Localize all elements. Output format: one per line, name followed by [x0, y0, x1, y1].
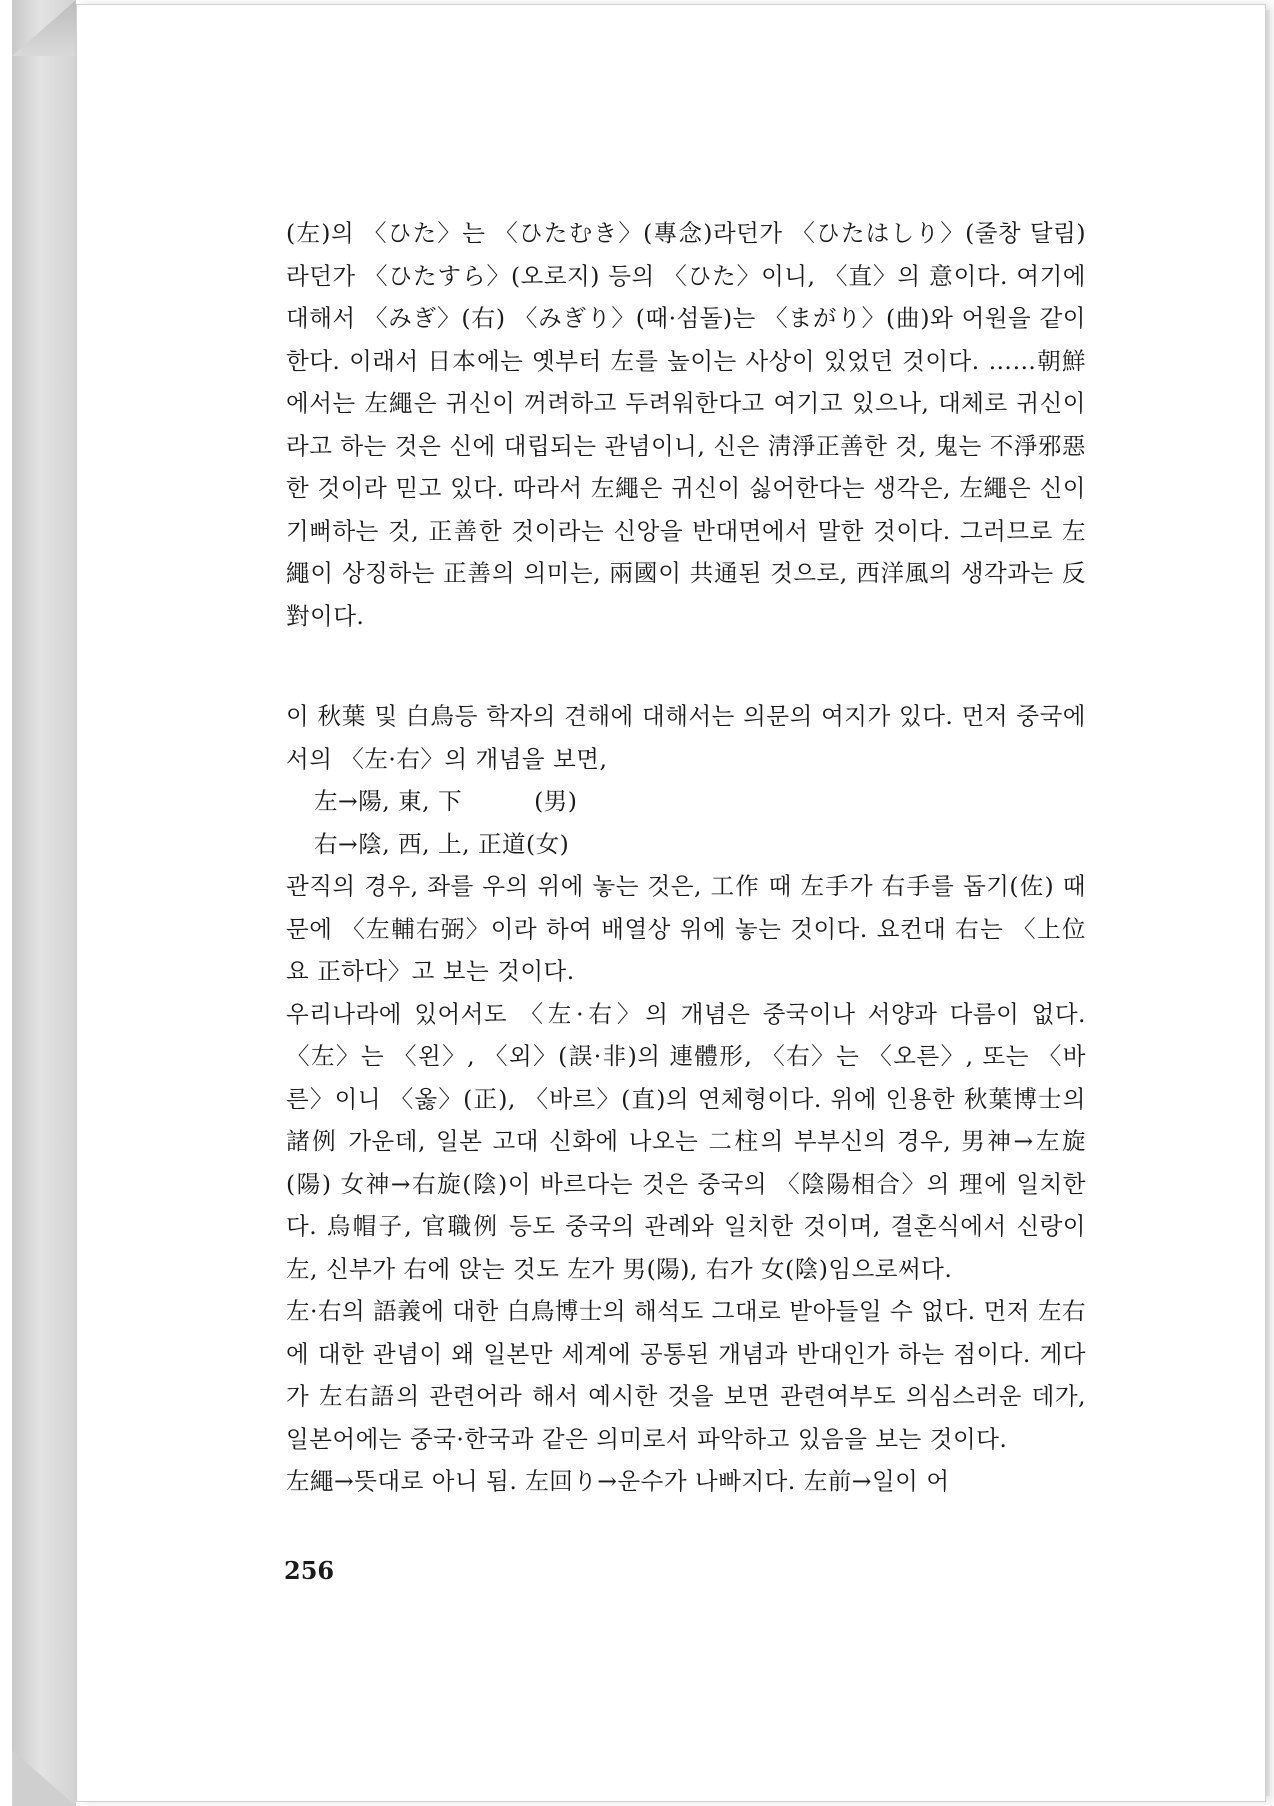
page-text [286, 212, 1086, 1503]
formula-right: 右→陰, 西, 上, 正道(女) [314, 829, 570, 858]
paragraph-3: 우리나라에 있어서도 〈左·右〉의 개념은 중국이나 서양과 다름이 없다. 〈左〉는 〈왼〉, 〈외〉(誤·非)의 連體形, 〈右〉는 〈오른〉, 또는 〈바른〉이니 〈옳〉(正), 〈바르〉(直)의 연체형이다. 위에 인용한 秋葉博士의 諸例 가운데, 일본 고대 신화에 나오는 二柱의 부부신의 경우, 男神→左旋(陽) 女神→右旋(陰)이 바르다는 것은 중국의 〈陰陽相合〉의 理에 일치한다. 烏帽子, 官職例 등도 중국의 관례와 일치한 것이며, 결혼식에서 신랑이 左, 신부가 右에 앉는 것도 左가 男(陽), 右가 女(陰)임으로써다. [286, 999, 1086, 1283]
paragraph-2: 관직의 경우, 좌를 우의 위에 놓는 것은, 工作 때 左手가 右手를 돕기(佐) 때문에 〈左輔右弼〉이라 하여 배열상 위에 놓는 것이다. 요컨대 右는 〈上位요 正하다〉고 보는 것이다. [286, 872, 1086, 985]
paragraph-5: 左繩→뜻대로 아니 됨. 左回り→운수가 나빠지다. 左前→일이 어 [286, 1467, 950, 1495]
book-spine [12, 0, 76, 1806]
formula-left: 左→陽, 東, 下 (男) [314, 787, 578, 815]
page-number: 256 [284, 1556, 335, 1585]
quoted-passage: (左)의 〈ひた〉는 〈ひたむき〉(專念)라던가 〈ひたはしり〉(줄창 달림)라던가 〈ひたすら〉(오로지) 등의 〈ひた〉이니, 〈直〉의 意이다. 여기에 대해서 〈みぎ〉(右) 〈みぎり〉(때·섬돌)는 〈まがり〉(曲)와 어원을 같이 한다. 이래서 日本에는 옛부터 左를 높이는 사상이 있었던 것이다. ……朝鮮에서는 左繩은 귀신이 꺼려하고 두려워한다고 여기고 있으나, 대체로 귀신이라고 하는 것은 신에 대립되는 관념이니, 신은 淸淨正善한 것, 鬼는 不淨邪惡한 것이라 믿고 있다. 따라서 左繩은 귀신이 싫어한다는 생각은, 左繩은 신이 기뻐하는 것, 正善한 것이라는 신앙을 반대면에서 말한 것이다. 그러므로 左繩이 상징하는 正善의 의미는, 兩國이 共通된 것으로, 西洋風의 생각과는 反對이다. [286, 219, 1086, 630]
paragraph-4: 左·右의 語義에 대한 白鳥博士의 해석도 그대로 받아들일 수 없다. 먼저 左右에 대한 관념이 왜 일본만 세계에 공통된 개념과 반대인가 하는 점이다. 게다가 左右語의 관련어라 해서 예시한 것을 보면 관련여부도 의심스러운 데가, 일본어에는 중국·한국과 같은 의미로서 파악하고 있음을 보는 것이다. [286, 1297, 1086, 1453]
paragraph-1: 이 秋葉 및 白鳥등 학자의 견해에 대해서는 의문의 여지가 있다. 먼저 중국에서의 〈左·右〉의 개념을 보면, [286, 702, 1086, 773]
